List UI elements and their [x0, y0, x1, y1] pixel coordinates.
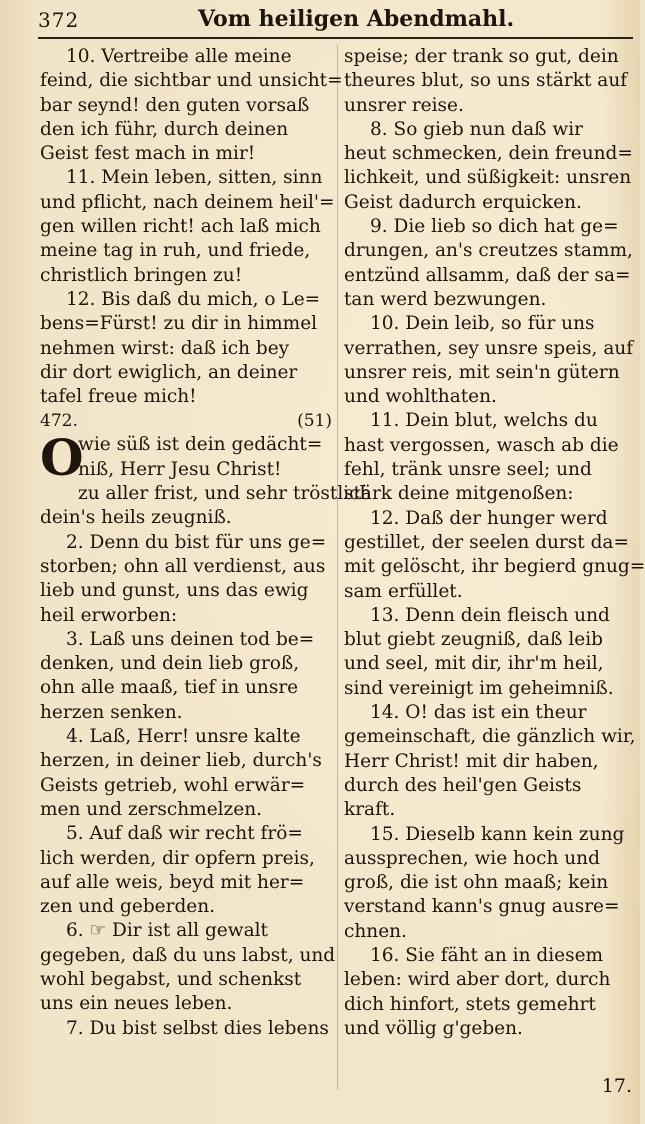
text-line: dein's heils zeugniß.: [40, 507, 232, 529]
page-header: [38, 4, 633, 36]
hymn-opening: [40, 428, 332, 488]
text-line: zu aller frist, und sehr tröstlich: [78, 483, 372, 505]
text-line: 2. Denn du bist für uns ge=: [66, 531, 327, 553]
catchword: 17.: [601, 1075, 632, 1097]
text-line: und wohlthaten.: [344, 386, 497, 408]
text-line: 10. Dein leib, so für uns: [370, 313, 595, 335]
text-line: leben: wird aber dort, durch: [344, 969, 611, 991]
text-line: nehmen wirst: daß ich bey: [40, 337, 290, 359]
text-line: meine tag in ruh, und friede,: [40, 240, 311, 262]
text-line: heil erworben:: [40, 604, 178, 626]
text-line: Herr Christ! mit dir haben,: [344, 750, 599, 772]
text-line: ohn alle maaß, tief in unsre: [40, 677, 299, 699]
text-line: gen willen richt! ach laß mich: [40, 216, 321, 238]
text-line: wohl begabst, und schenkst: [40, 968, 302, 990]
text-line: zen und geberden.: [40, 896, 216, 918]
column-gutter: [337, 45, 338, 1090]
hymn-meter: (51): [297, 411, 332, 432]
text-line: dir dort ewiglich, an deiner: [40, 361, 298, 383]
text-line: verstand kann's gnug ausre=: [344, 896, 620, 918]
text-line: unsrer reis, mit sein'n gütern: [344, 361, 620, 383]
text-line: tan werd bezwungen.: [344, 288, 547, 310]
text-line: hast vergossen, wasch ab die: [344, 434, 619, 456]
text-line: dich hinfort, stets gemehrt: [344, 993, 596, 1015]
text-line: speise; der trank so gut, dein: [344, 46, 619, 67]
text-line: tafel freue mich!: [40, 386, 197, 408]
right-column: [344, 45, 645, 1041]
text-line: Geist dadurch erquicken.: [344, 191, 582, 213]
text-line: gegeben, daß du uns labst, und: [40, 944, 336, 966]
text-line: auf alle weis, beyd mit her=: [40, 871, 305, 893]
text-line: und seel, mit dir, ihr'm heil,: [344, 653, 604, 675]
text-line: fehl, tränk unsre seel; und: [344, 459, 592, 481]
text-line: 13. Denn dein fleisch und: [370, 604, 610, 626]
text-line: aussprechen, wie hoch und: [344, 847, 600, 869]
text-line: unsrer reise.: [344, 94, 464, 116]
text-line: bens=Fürst! zu dir in himmel: [40, 313, 318, 335]
text-line: 11. Mein leben, sitten, sinn: [66, 167, 323, 189]
text-line: und pflicht, nach deinem heil'=: [40, 191, 335, 213]
text-line: und völlig g'geben.: [344, 1017, 523, 1039]
text-line: kraft.: [344, 799, 396, 821]
running-head: Vom heiligen Abendmahl.: [198, 6, 515, 32]
text-line: 12. Daß der hunger werd: [370, 507, 608, 529]
hymn-number: 472.: [40, 411, 78, 432]
text-line: storben; ohn all verdienst, aus: [40, 555, 326, 577]
text-line: 4. Laß, Herr! unsre kalte: [66, 726, 301, 748]
opening-line-1: wie süß ist dein gedächt=: [78, 434, 323, 456]
page-number: 372: [38, 8, 80, 32]
text-line: mit gelöscht, ihr begierd gnug=: [344, 556, 645, 578]
text-line: stärk deine mitgenoßen:: [344, 483, 574, 505]
text-line: 7. Du bist selbst dies lebens: [66, 1017, 329, 1039]
text-line: theures blut, so uns stärkt auf: [344, 70, 628, 92]
left-verses-top: [40, 45, 343, 409]
text-line: gestillet, der seelen durst da=: [344, 531, 629, 553]
text-line: men und zerschmelzen.: [40, 798, 263, 820]
text-line: drungen, an's creutzes stamm,: [344, 240, 633, 262]
text-line: verrathen, sey unsre speis, auf: [344, 337, 634, 359]
text-line: 3. Laß uns deinen tod be=: [66, 628, 315, 650]
text-line: uns ein neues leben.: [40, 993, 233, 1015]
text-line: denken, und dein lieb groß,: [40, 653, 300, 675]
text-line: feind, die sichtbar und unsicht=: [40, 70, 343, 92]
text-line: 11. Dein blut, welchs du: [370, 410, 598, 432]
text-line: 14. O! das ist ein theur: [370, 702, 587, 724]
text-line: Geists getrieb, wohl erwär=: [40, 774, 306, 796]
text-line: durch des heil'gen Geists: [344, 774, 582, 796]
text-line: christlich bringen zu!: [40, 264, 243, 286]
text-line: 10. Vertreibe alle meine: [66, 46, 292, 67]
header-rule: [38, 37, 633, 39]
text-line: gemeinschaft, die gänzlich wir,: [344, 726, 636, 748]
text-line: blut giebt zeugniß, daß leib: [344, 629, 603, 651]
text-line: herzen, in deiner lieb, durch's: [40, 750, 322, 772]
text-line: 9. Die lieb so dich hat ge=: [370, 216, 619, 238]
text-line: 5. Auf daß wir recht frö=: [66, 823, 303, 845]
drop-cap: O: [40, 428, 84, 488]
text-line: heut schmecken, dein freund=: [344, 143, 633, 165]
right-verses: [344, 45, 645, 1041]
text-line: 6. ☞ Dir ist all gewalt: [66, 920, 268, 942]
text-line: bar seynd! den guten vorsaß: [40, 94, 310, 116]
text-line: herzen senken.: [40, 701, 183, 723]
text-line: 12. Bis daß du mich, o Le=: [66, 288, 321, 310]
text-line: lichkeit, und süßigkeit: unsren: [344, 167, 632, 189]
text-line: entzünd allsamm, daß der sa=: [344, 264, 631, 286]
text-line: sam erfüllet.: [344, 580, 463, 602]
hymn-heading: [40, 409, 332, 433]
text-line: chnen.: [344, 920, 407, 942]
text-line: 15. Dieselb kann kein zung: [370, 823, 625, 845]
text-line: groß, die ist ohn maaß; kein: [344, 872, 609, 894]
text-line: 16. Sie fäht an in diesem: [370, 944, 604, 966]
text-line: lieb und gunst, uns das ewig: [40, 580, 309, 602]
text-line: lich werden, dir opfern preis,: [40, 847, 315, 869]
text-line: Geist fest mach in mir!: [40, 143, 256, 165]
text-line: 8. So gieb nun daß wir: [370, 118, 583, 140]
text-line: den ich führ, durch deinen: [40, 118, 289, 140]
text-line: sind vereinigt im geheimniß.: [344, 677, 614, 699]
opening-line-2: niß, Herr Jesu Christ!: [78, 458, 282, 480]
